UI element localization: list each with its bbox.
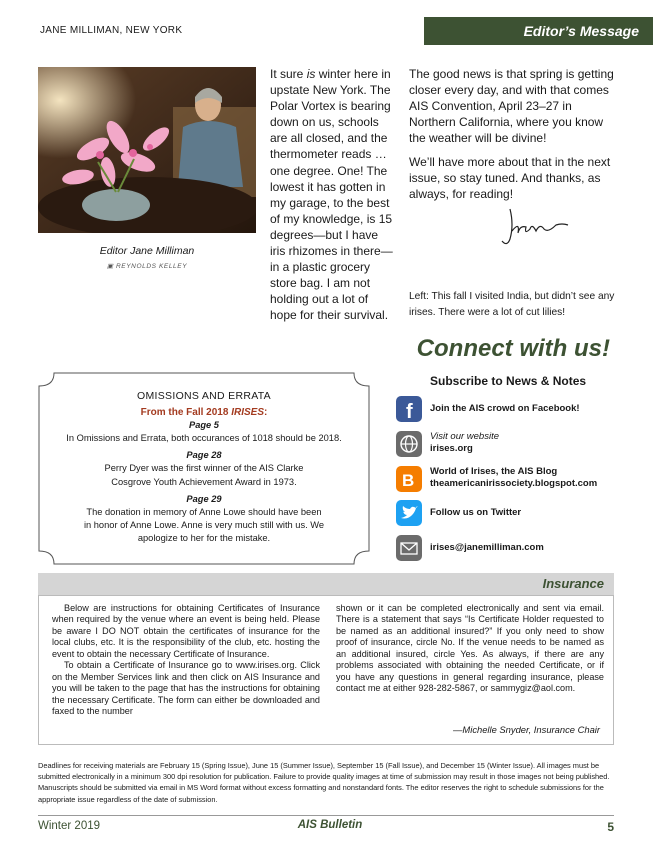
errata-page: Page 29	[186, 493, 222, 504]
email-label: irises@janemilliman.com	[430, 542, 544, 553]
editor-paragraph-1: It sure is winter here in upstate New York. The Polar Vortex is bearing down on us, schools are all closed, and the thermometer reads … one degree. One! The lowest it has gotten in my garage, to the best of my knowledge, is 15 degrees—but I have iris rhizomes in there—in a plastic grocery store bag. I am not holding out a lot of hope for their survival.	[270, 67, 393, 323]
email-link[interactable]	[396, 535, 624, 563]
insurance-title: Insurance	[542, 576, 604, 591]
errata-page: Page 5	[189, 420, 219, 431]
twitter-link[interactable]	[396, 500, 624, 528]
issue-label: Winter 2019	[38, 820, 101, 832]
insurance-column-2: shown or it can be completed electronically and sent via email. There is a statement that says “Is Certificate Holder requested to be named as an additional insured?” If you only need to show proof of insurance, circle No. If the venue needs to be named as an additional insured, circle Yes. As always, if there are any problems associated with obtaining the needed Certificate, or if you have any questions in general regarding insurance, please contact me at either 928-282-5867, or sammygiz@aol.com.	[336, 603, 604, 694]
section-title: Editor’s Message	[424, 17, 653, 45]
editor-paragraph-3: We’ll have more about that in the next issue, so stay tuned. And thanks, as always, for reading!	[409, 155, 611, 202]
blogger-icon	[396, 466, 422, 492]
svg-text:B: B	[402, 471, 415, 490]
footer-divider	[38, 815, 614, 816]
photo-caption: Editor Jane Milliman	[99, 245, 195, 257]
insurance-column-1: Below are instructions for obtaining Certificates of Insurance when required by the venue where an event is being held. Please be aware I DO NOT obtain the certificates of insurance for the local clubs, etc. It is the responsibility of the club, etc. hosting the event to obtain the necessary Certificate of Insurance. To obtain a Certificate of Insurance go to www.irises.org. Click on the Member Services link and then click on AIS Insurance and you will be taken to the page that has the instructions for obtaining the necessary Certificate. The form can either be downloaded and faxed to the number	[52, 603, 320, 717]
website-label: Visit our website irises.org	[430, 431, 499, 454]
globe-icon	[396, 431, 422, 457]
errata-page: Page 28	[186, 450, 222, 461]
errata-entry: In Omissions and Errata, both occurances of 1018 should be 2018.	[66, 433, 342, 444]
photo-credit: ▣ REYNOLDS KELLEY	[106, 263, 188, 270]
twitter-icon	[396, 500, 422, 526]
errata-entry: The donation in memory of Anne Lowe should have been in honor of Anne Lowe. Anne is very much still with us. We apologize to her for the mistake.	[83, 506, 325, 543]
errata-title: OMISSIONS AND ERRATA	[137, 390, 271, 402]
author-location: JANE MILLIMAN, NEW YORK	[40, 25, 183, 36]
subscribe-heading: Subscribe to News & Notes	[430, 374, 587, 388]
insurance-signoff: —Michelle Snyder, Insurance Chair	[453, 724, 600, 735]
errata-subtitle: From the Fall 2018 IRISES:	[140, 407, 268, 419]
facebook-label: Join the AIS crowd on Facebook!	[430, 403, 580, 414]
editor-paragraph-2: The good news is that spring is getting closer every day, and with that comes AIS Convention, April 23–27 in Northern California, where you know the weather will be divine!	[409, 67, 614, 146]
deadlines-footnote: Deadlines for receiving materials are February 15 (Spring Issue), June 15 (Summer Issue), September 15 (Fall Issue), and December 15 (Winter Issue). All images must be submitted electronically in a minimum 300 dpi resolution for publication. Failure to provide quality images at time of submission may result in those images not being published. Manuscripts should be submitted via email in MS Word format without excess formatting and nonstandard fonts. The editor reserves the right to schedule submissions for the appropriate issue regardless of the date of submission.	[38, 761, 610, 804]
website-link[interactable]	[396, 431, 624, 459]
camera-icon: ▣	[106, 263, 116, 270]
editor-photo	[38, 67, 256, 233]
facebook-link[interactable]	[396, 396, 624, 424]
email-icon	[396, 535, 422, 561]
blog-link[interactable]	[396, 466, 624, 494]
svg-text:f: f	[406, 401, 413, 422]
errata-content	[38, 376, 370, 545]
connect-title: Connect with us!	[416, 335, 610, 362]
twitter-label: Follow us on Twitter	[430, 507, 522, 518]
photo-note: Left: This fall I visited India, but didn’t see any irises. There were a lot of cut lilies!	[409, 291, 615, 318]
facebook-icon	[396, 396, 422, 422]
errata-entry: Perry Dyer was the first winner of the AIS Clarke Cosgrove Youth Achievement Award in 1973.	[104, 463, 304, 487]
page-number: 5	[607, 820, 614, 834]
blog-label: World of Irises, the AIS Blog theamericanirissociety.blogspot.com	[430, 466, 598, 489]
publication-name: AIS Bulletin	[297, 819, 363, 831]
editor-signature	[498, 203, 570, 251]
